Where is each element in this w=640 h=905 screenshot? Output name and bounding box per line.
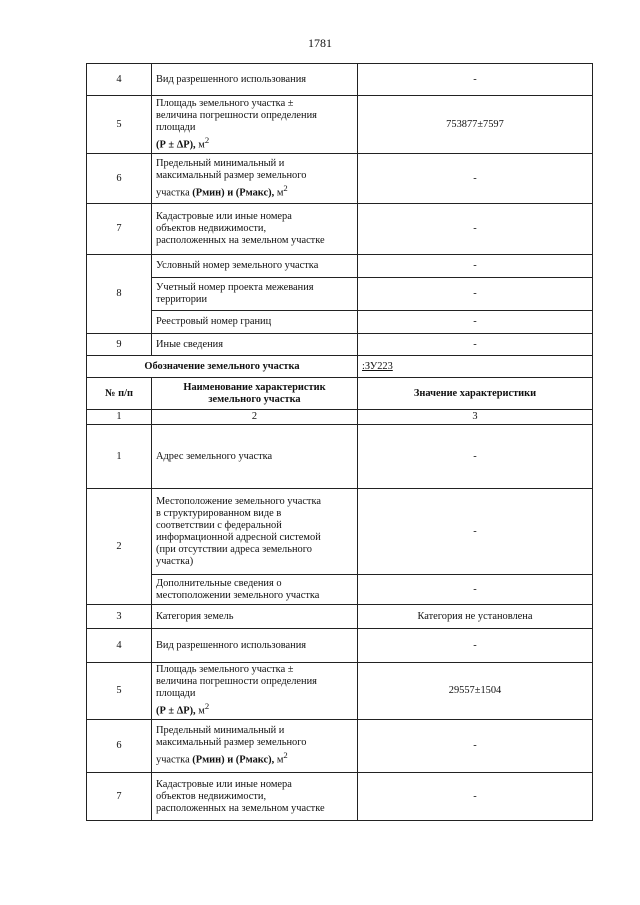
page-number: 1781: [308, 36, 332, 50]
characteristic-value: -: [358, 278, 593, 311]
characteristic-name: Кадастровые или иные номера объектов недвижимости, расположенных на земельном участке: [152, 773, 358, 821]
table-row: [87, 629, 593, 663]
characteristic-name: Предельный минимальный и максимальный размер земельного участка (Рмин) и (Рмакс), $м^2$: [152, 720, 358, 773]
table-row: [87, 204, 593, 255]
column-index: 3: [358, 410, 593, 425]
characteristic-name: Предельный минимальный и максимальный размер земельного участка (Рмин) и (Рмакс), $м^2$: [152, 154, 358, 204]
characteristic-name: Кадастровые или иные номера объектов недвижимости, расположенных на земельном участке: [152, 204, 358, 255]
column-header-number: № п/п: [87, 378, 152, 410]
column-index-row: [87, 410, 593, 425]
table-row: [87, 605, 593, 629]
characteristic-name: Вид разрешенного использования: [152, 629, 358, 663]
row-number: 9: [87, 334, 152, 356]
row-number: 5: [87, 663, 152, 720]
characteristic-name: Условный номер земельного участка: [152, 255, 358, 278]
table-row: [87, 334, 593, 356]
characteristic-value: -: [358, 311, 593, 334]
characteristic-value: -: [358, 425, 593, 489]
characteristic-name: Иные сведения: [152, 334, 358, 356]
characteristic-value: -: [358, 489, 593, 575]
designation-value: :ЗУ223: [358, 356, 593, 378]
characteristic-name: Учетный номер проекта межевания территории: [152, 278, 358, 311]
characteristic-value: 29557±1504: [358, 663, 593, 720]
row-number: 1: [87, 425, 152, 489]
row-number: 3: [87, 605, 152, 629]
characteristic-name: Адрес земельного участка: [152, 425, 358, 489]
characteristic-value: -: [358, 154, 593, 204]
characteristic-value: -: [358, 334, 593, 356]
row-number: 6: [87, 720, 152, 773]
characteristic-name: Реестровый номер границ: [152, 311, 358, 334]
table-row: [87, 278, 593, 311]
characteristic-name: Площадь земельного участка ± величина погрешности определения площади (Р ± ΔР), $м^2$: [152, 663, 358, 720]
row-number: 7: [87, 204, 152, 255]
characteristic-value: -: [358, 720, 593, 773]
table-row: [87, 663, 593, 720]
row-number: 2: [87, 489, 152, 605]
characteristic-name: Площадь земельного участка ± величина погрешности определения площади (Р ± ΔР), $м^2$: [152, 96, 358, 154]
column-index: 1: [87, 410, 152, 425]
table-row: [87, 489, 593, 575]
characteristic-name: Категория земель: [152, 605, 358, 629]
table-row: [87, 64, 593, 96]
table-row: [87, 311, 593, 334]
characteristic-name: Вид разрешенного использования: [152, 64, 358, 96]
row-number: 8: [87, 255, 152, 334]
table-header-row: [87, 378, 593, 410]
characteristic-value: Категория не установлена: [358, 605, 593, 629]
characteristic-value: -: [358, 629, 593, 663]
characteristic-value: -: [358, 255, 593, 278]
characteristic-value: 753877±7597: [358, 96, 593, 154]
table-row: [87, 425, 593, 489]
designation-label: Обозначение земельного участка: [87, 356, 358, 378]
row-number: 4: [87, 64, 152, 96]
characteristic-name: Местоположение земельного участка в структурированном виде в соответствии с федеральной информационной адресной системой (при отсутствии адреса земельного участка): [152, 489, 358, 575]
row-number: 4: [87, 629, 152, 663]
characteristic-name: Дополнительные сведения о местоположении земельного участка: [152, 575, 358, 605]
row-number: 7: [87, 773, 152, 821]
table-row: [87, 575, 593, 605]
column-index: 2: [152, 410, 358, 425]
land-parcel-table: [86, 63, 593, 821]
table-row: [87, 255, 593, 278]
row-number: 5: [87, 96, 152, 154]
characteristic-value: -: [358, 575, 593, 605]
column-header-name: Наименование характеристик земельного участка: [152, 378, 358, 410]
table-row: [87, 154, 593, 204]
characteristic-value: -: [358, 64, 593, 96]
table-row: [87, 96, 593, 154]
column-header-value: Значение характеристики: [358, 378, 593, 410]
table-row: [87, 720, 593, 773]
characteristic-value: -: [358, 773, 593, 821]
designation-row: [87, 356, 593, 378]
row-number: 6: [87, 154, 152, 204]
characteristic-value: -: [358, 204, 593, 255]
table-row: [87, 773, 593, 821]
